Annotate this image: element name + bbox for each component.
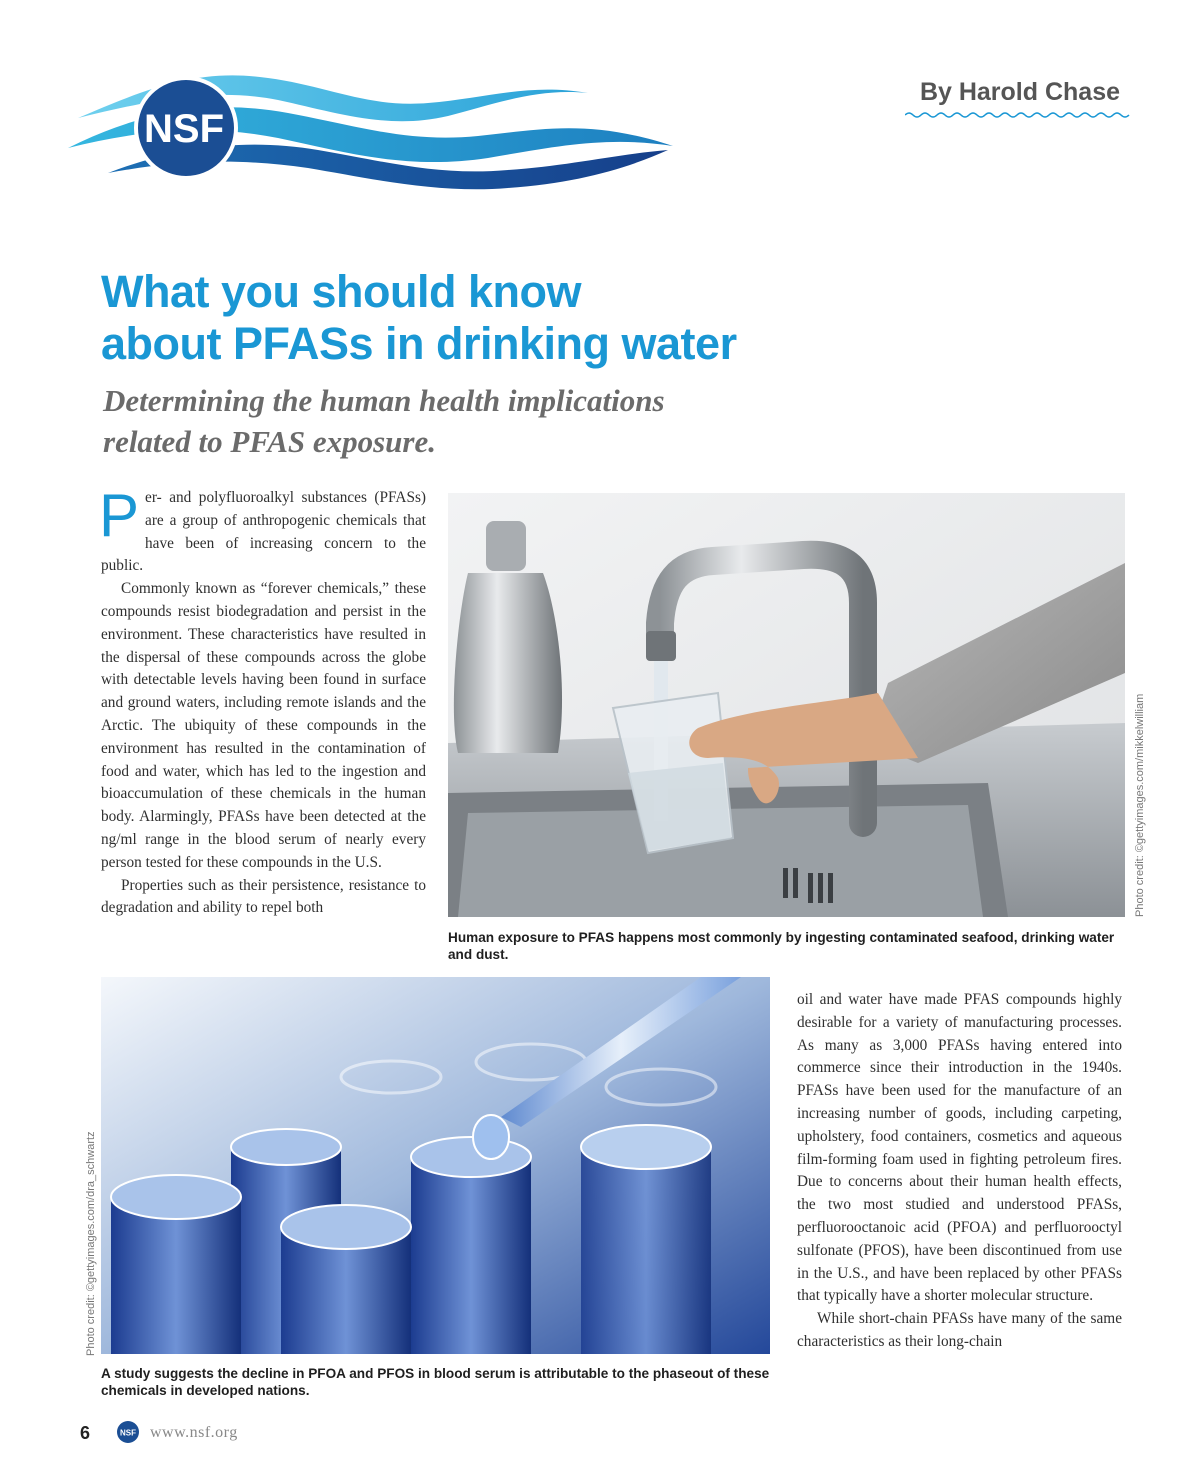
article-column-left xyxy=(99,482,426,920)
article-column-right xyxy=(797,989,1122,1354)
paragraph: Properties such as their persistence, resistance to degradation and ability to repel both xyxy=(101,876,426,917)
figure-caption: Human exposure to PFAS happens most commonly by ingesting contaminated seafood, drinking water and dust. xyxy=(448,930,1115,962)
drop-cap: P xyxy=(99,482,140,549)
byline-wavy-rule xyxy=(905,110,1131,120)
subtitle-line: Determining the human health implications xyxy=(103,383,665,418)
footer-logo-text: NSF xyxy=(120,1428,136,1438)
nsf-wave-logo xyxy=(68,58,673,198)
nsf-footer-logo xyxy=(116,1420,140,1444)
page-number: 6 xyxy=(80,1423,91,1443)
subtitle-line: related to PFAS exposure. xyxy=(103,424,436,459)
photo-credit: Photo credit: ©gettyimages.com/mikkelwilliam xyxy=(1134,693,1146,917)
paragraph: oil and water have made PFAS compounds highly desirable for a variety of manufacturing processes. As many as 3,000 PFASs having entered into commerce since their introduction in the 1940s. PFASs have been used for the manufacture of an increasing number of goods, including carpeting, upholstery, food containers, cosmetics and aqueous film-forming foam used in fighting petroleum fires. Due to concerns about their human health effects, the two most studied and understood PFASs, perfluorooctanoic acid (PFOA) and perfluorooctyl sulfonate (PFOS), have been discontinued from use in the U.S., and have been replaced by other PFASs that typically have a shorter molecular structure. xyxy=(797,991,1122,1305)
logo-text: NSF xyxy=(144,107,224,151)
paragraph: While short-chain PFASs have many of the same characteristics as their long-chain xyxy=(797,1310,1122,1350)
paragraph: Commonly known as “forever chemicals,” these compounds resist biodegradation and persist in the environment. These characteristics have resulted in the dispersal of these compounds across the globe with detectable levels having been found in surface and ground waters, including remote islands and the Arctic. The ubiquity of these compounds in the environment has resulted in the contamination of food and water, which has led to the ingestion and bioaccumulation of these chemicals in the human body. Alarmingly, PFASs have been detected at the ng/ml range in the blood serum of nearly every person tested for these compounds in the U.S. xyxy=(101,580,426,871)
byline: By Harold Chase xyxy=(919,78,1120,106)
test-tubes-photo xyxy=(101,977,770,1354)
photo-credit: Photo credit: ©gettyimages.com/dra_schwartz xyxy=(85,1131,97,1356)
footer-url[interactable]: www.nsf.org xyxy=(150,1424,238,1441)
article-title xyxy=(101,266,861,370)
title-line: about PFASs in drinking water xyxy=(101,318,737,369)
faucet-glass-photo xyxy=(448,493,1125,917)
paragraph: Per- and polyfluoroalkyl substances (PFASs) are a group of anthropogenic chemicals that have been of increasing concern to the public. xyxy=(99,482,426,575)
title-line: What you should know xyxy=(101,266,581,317)
article-subtitle xyxy=(103,380,863,462)
figure-caption: A study suggests the decline in PFOA and PFOS in blood serum is attributable to the phaseout of these chemicals in developed nations. xyxy=(101,1366,770,1398)
